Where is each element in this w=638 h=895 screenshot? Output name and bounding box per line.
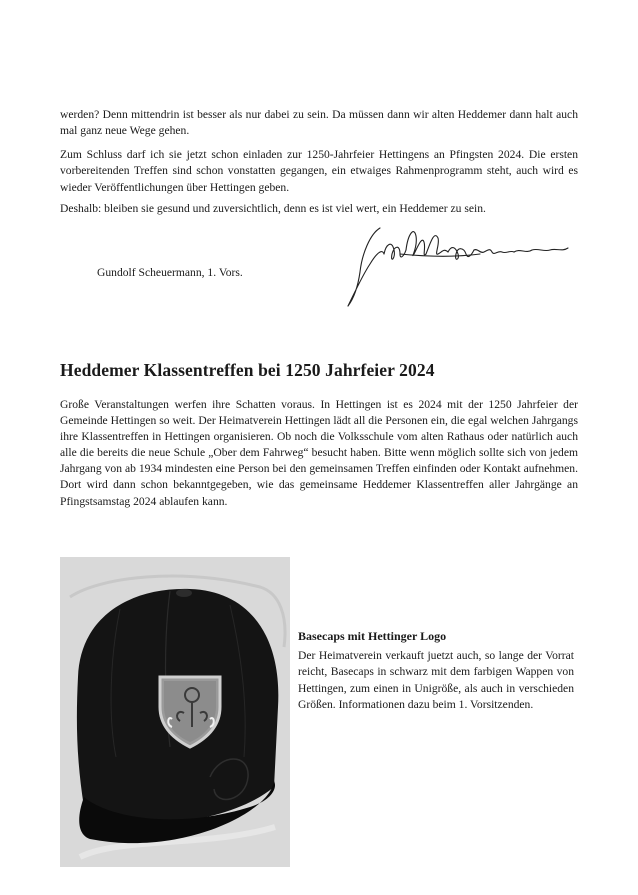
basecaps-text: Der Heimatverein verkauft juetzt auch, so lange der Vorrat reicht, Basecaps in schwarz mit dem farbigen Wappen von Hettingen, zum einen in Unigröße, als auch in verschieden Größen. Informationen dazu beim 1. Vorsitzenden. (298, 649, 574, 711)
article-heading: Heddemer Klassentreffen bei 1250 Jahrfeier 2024 (60, 360, 435, 380)
signature-line: Gundolf Scheuermann, 1. Vors. (97, 266, 243, 279)
basecap-image (60, 557, 290, 867)
basecap-photo (60, 557, 290, 867)
article-body: Große Veranstaltungen werfen ihre Schatten voraus. In Hettingen ist es 2024 mit der 1250 Jahrfeier der Gemeinde Hettingen so weit. Der Heimatverein Hettingen lädt all die Personen ein, die egal welchen Jahrgangs ihre Klassentreffen in Hettingen organisieren. Ob noch die Volksschule vom alten Rathaus oder natürlich auch alle die bereits die neue Schule „Ober dem Fahrweg“ besucht haben. Bitte wenn möglich sollte sich von jedem Jahrgang von ab 1934 mindesten eine Person bei den gemeinsamen Treffen einfinden oder Kontakt aufnehmen. Dort wird dann schon bekanntgegeben, wie das gemeinsame Heddemer Klassentreffen aller Jahrgänge an Pfingstsamstag 2024 ablaufen kann. (60, 398, 578, 508)
letter-paragraph-2: Zum Schluss darf ich sie jetzt schon einladen zur 1250-Jahrfeier Hettingens an Pfingsten 2024. Die ersten vorbereitenden Treffen sind schon vonstatten gegangen, ein etwaiges Rahmenprogramm steht, auch wird es wieder Veröffentlichungen über Hettingen geben. (60, 148, 578, 194)
letter-paragraph-1: werden? Denn mittendrin ist besser als nur dabei zu sein. Da müssen dann wir alten Heddemer dann halt auch mal ganz neue Wege gehen. (60, 108, 578, 138)
basecaps-title: Basecaps mit Hettinger Logo (298, 629, 447, 643)
letter-paragraph-3: Deshalb: bleiben sie gesund und zuversichtlich, denn es ist viel wert, ein Heddemer zu sein. (60, 202, 486, 215)
handwritten-signature (340, 214, 580, 314)
